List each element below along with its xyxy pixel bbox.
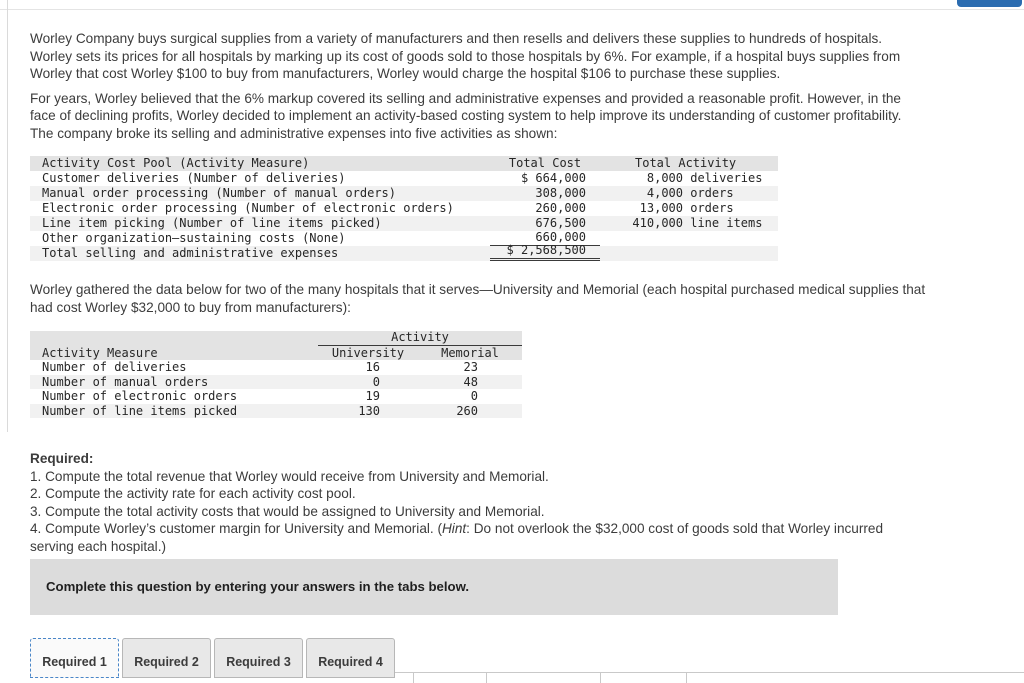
cost-pool-table	[30, 156, 778, 261]
col-header-total-cost: Total Cost	[508, 156, 582, 170]
required-title: Required:	[30, 451, 94, 466]
cell-total-cost: $ 2,568,500	[490, 243, 600, 261]
required-item-2: 2. Compute the activity rate for each activity cost pool.	[30, 486, 356, 501]
table-row	[30, 201, 778, 216]
hospital-activity-table	[30, 331, 522, 418]
required-item-4	[30, 520, 926, 555]
cell-memorial-value: 0	[470, 389, 478, 403]
table-header-row	[30, 156, 778, 171]
cell-memorial-value: 260	[456, 403, 478, 418]
instruction-box	[30, 559, 838, 615]
cell-pool: Electronic order processing (Number of electronic orders)	[42, 201, 454, 215]
cell-pool: Other organization–sustaining costs (None)	[42, 231, 346, 245]
activity-number: 410,000	[632, 216, 683, 230]
table-row	[30, 389, 522, 404]
cell-activity	[600, 216, 778, 231]
activity-group-header: Activity	[318, 330, 522, 346]
col-header-total-activity: Total Activity	[635, 156, 737, 170]
table-row	[30, 375, 522, 390]
cell-memorial-value: 48	[463, 374, 478, 389]
cell-measure: Number of line items picked	[42, 403, 238, 418]
col-header-memorial: Memorial	[441, 345, 499, 360]
col-header-activity-cost-pool: Activity Cost Pool (Activity Measure)	[42, 156, 310, 170]
cell-activity	[600, 201, 778, 216]
table-row	[30, 404, 522, 419]
required-item-4-hint: Hint	[441, 521, 467, 536]
cell-cost: 676,500	[535, 216, 586, 230]
required-item-4-pre: 4. Compute Worley’s customer margin for University and Memorial. (	[30, 521, 442, 536]
table-total-row	[30, 243, 778, 261]
activity-number: 4,000	[646, 186, 683, 200]
cell-pool: Manual order processing (Number of manual orders)	[42, 186, 397, 200]
table-row	[30, 360, 522, 375]
cell-measure: Number of manual orders	[42, 374, 209, 389]
tab-required-3[interactable]: Required 3	[214, 638, 303, 678]
cell-measure: Number of deliveries	[42, 360, 187, 374]
activity-number: 13,000	[639, 201, 683, 215]
instruction-text: Complete this question by entering your answers in the tabs below.	[46, 579, 470, 594]
cell-university-value: 0	[372, 374, 380, 389]
cell-measure: Number of electronic orders	[42, 389, 238, 403]
intro-paragraph-2: For years, Worley believed that the 6% markup covered its selling and administrative expenses and provided a reasonable profit. However, in the face of declining profits, Worley decided to implement an activity-based costing system to help improve its understanding of customer profitability. The company broke its selling and administrative expenses into five activities as shown:	[30, 90, 902, 141]
cell-memorial-value: 23	[463, 360, 478, 374]
activity-unit: deliveries	[690, 171, 763, 185]
cell-pool: Customer deliveries (Number of deliveries)	[42, 171, 346, 185]
activity-group-header-row	[30, 331, 522, 346]
cell-cost: 308,000	[535, 186, 586, 200]
activity-number: 8,000	[646, 171, 683, 185]
cut-off-blue-button[interactable]	[957, 0, 1022, 7]
tab-required-2[interactable]: Required 2	[122, 638, 211, 678]
table-header-row	[30, 346, 522, 361]
activity-unit: orders	[690, 186, 734, 200]
table-row	[30, 231, 778, 246]
tab-required-4[interactable]: Required 4	[306, 638, 395, 678]
required-item-1: 1. Compute the total revenue that Worley would receive from University and Memorial.	[30, 468, 549, 484]
cell-activity	[600, 186, 778, 201]
cell-activity	[600, 171, 778, 186]
cell-university-value: 130	[358, 403, 380, 418]
required-item-4-post: : Do not overlook the $32,000 cost of goods sold that Worley incurred serving each hospital.)	[30, 521, 884, 554]
cell-total-label: Total selling and administrative expenses	[42, 246, 339, 260]
table-row	[30, 216, 778, 231]
cell-pool: Line item picking (Number of line items picked)	[42, 216, 382, 230]
activity-unit: orders	[690, 201, 734, 215]
problem-body	[30, 0, 926, 678]
required-item-3: 3. Compute the total activity costs that would be assigned to University and Memorial.	[30, 503, 545, 519]
cell-cost: $ 664,000	[520, 171, 586, 185]
intro-paragraph-3: Worley gathered the data below for two of the many hospitals that it serves—University and Memorial (each hospital purchased medical supplies that had cost Worley $32,000 to buy from manufacturers):	[30, 282, 926, 315]
cell-university-value: 16	[365, 360, 380, 374]
cell-university-value: 19	[365, 389, 380, 403]
required-section	[30, 450, 926, 555]
left-divider	[7, 0, 8, 432]
intro-paragraph-1: Worley Company buys surgical supplies from a variety of manufacturers and then resells and delivers these supplies to hundreds of hospitals. Worley sets its prices for all hospitals by marking up its cost of goods sold to those hospitals by 6%. For example, if a hospital buys supplies from Worley that cost Worley $100 to buy from manufacturers, Worley would charge the hospital $106 to purchase these supplies.	[30, 31, 901, 81]
activity-unit: line items	[690, 216, 763, 230]
tab-required-1[interactable]: Required 1	[30, 638, 119, 678]
cell-cost-underlined: 660,000	[490, 230, 600, 246]
col-header-activity-measure: Activity Measure	[42, 345, 158, 360]
table-row	[30, 186, 778, 201]
cell-activity	[600, 231, 778, 246]
col-header-university: University	[331, 345, 405, 360]
cell-cost: 260,000	[535, 201, 586, 215]
table-row	[30, 171, 778, 186]
required-tabs	[30, 638, 926, 678]
